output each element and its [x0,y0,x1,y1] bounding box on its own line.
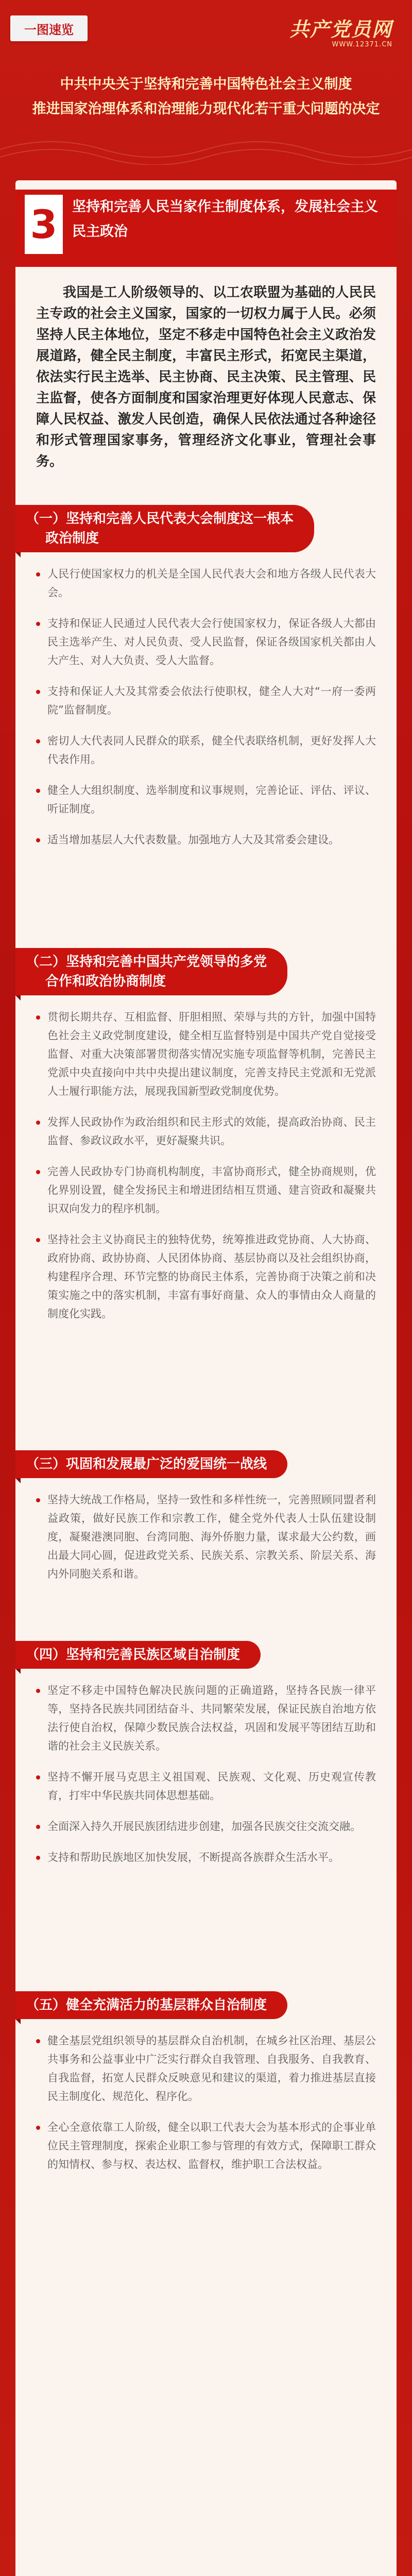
list-item: 发挥人民政协作为政治组织和民主形式的效能，提高政治协商、民主监督、参政议政水平，更好凝聚共识。 [36,1113,376,1150]
subsection-3-list [15,1478,397,1583]
subsection-2-title [15,948,287,995]
list-item: 全面深入持久开展民族团结进步创建，加强各民族交往交流交融。 [36,1817,376,1836]
overview-tag: 一图速览 [10,15,88,41]
list-item: 贯彻长期共存、互相监督、肝胆相照、荣辱与共的方针，加强中国特色社会主义政党制度建设，健全相互监督特别是中国共产党自觉接受监督、对重大决策部署贯彻落实情况实施专项监督等机制，完善民主党派中央直接向中共中央提出建议制度，完善支持民主党派和无党派人士履行职能方法，展现我国新型政党制度优势。 [36,1008,376,1100]
list-item: 支持和保证人大及其常委会依法行使职权，健全人大对“一府一委两院”监督制度。 [36,682,376,719]
list-item: 坚定不移走中国特色解决民族问题的正确道路，坚持各民族一律平等，坚持各民族共同团结奋斗、共同繁荣发展，保证民族自治地方依法行使自治权，保障少数民族合法权益，巩固和发展平等团结互助和谐的社会主义民族关系。 [36,1681,376,1755]
list-item: 适当增加基层人大代表数量。加强地方人大及其常委会建设。 [36,831,376,849]
document-title-line-2: 推进国家治理体系和治理能力现代化若干重大问题的决定 [32,101,380,117]
subsection-1-list [15,552,397,849]
site-logo-url: WWW.12371.CN [332,41,392,48]
subsection-4 [15,1641,397,1879]
ornament-pattern [0,134,412,165]
subsection-2-list [15,995,397,1323]
subsection-5-title: （五）健全充满活力的基层群众自治制度 [15,1991,287,2019]
document-title-line-1: 中共中央关于坚持和完善中国特色社会主义制度 [60,76,352,92]
list-item: 坚持大统战工作格局，坚持一致性和多样性统一，完善照顾同盟者利益政策，做好民族工作和宗教工作，健全党外代表人士队伍建设制度，凝聚港澳同胞、台湾同胞、海外侨胞力量，谋求最大公约数，画出最大同心圆，促进政党关系、民族关系、宗教关系、阶层关系、海内外同胞关系和谐。 [36,1490,376,1583]
subsection-2-title-line-1: （二）坚持和完善中国共产党领导的多党 [26,954,267,970]
section-number: 3 [25,195,63,254]
site-logo-text: 共产党员网 [289,18,392,41]
subsection-4-title: （四）坚持和完善民族区域自治制度 [15,1641,261,1669]
subsection-4-list [15,1669,397,1867]
list-item: 健全基层党组织领导的基层群众自治机制，在城乡社区治理、基层公共事务和公益事业中广泛实行群众自我管理、自我服务、自我教育、自我监督，拓宽人民群众反映意见和建议的渠道，着力推进基层直接民主制度化、规范化、程序化。 [36,2031,376,2106]
list-item: 支持和帮助民族地区加快发展，不断提高各族群众生活水平。 [36,1848,376,1867]
list-item: 完善人民政协专门协商机构制度，丰富协商形式，健全协商规则，优化界别设置，健全发扬民主和增进团结相互贯通、建言资政和凝聚共识双向发力的程序机制。 [36,1162,376,1218]
section-title: 坚持和完善人民当家作主制度体系，发展社会主义民主政治 [72,199,378,240]
list-item: 健全人大组织制度、选举制度和议事规则，完善论证、评估、评议、听证制度。 [36,781,376,818]
list-item: 全心全意依靠工人阶级，健全以职工代表大会为基本形式的企事业单位民主管理制度，探索企业职工参与管理的有效方式，保障职工群众的知情权、参与权、表达权、监督权，维护职工合法权益。 [36,2118,376,2174]
subsection-1-title [15,505,314,552]
subsection-2-title-line-2: 合作和政治协商制度 [45,974,166,989]
site-logo[interactable] [289,13,392,48]
section-header [15,190,397,267]
subsection-3 [15,1450,397,1596]
subsection-1-title-line-1: （一）坚持和完善人民代表大会制度这一根本 [26,511,294,527]
subsection-1-title-line-2: 政治制度 [45,531,99,546]
subsection-3-title: （三）巩固和发展最广泛的爱国统一战线 [15,1450,287,1478]
list-item: 密切人大代表同人民群众的联系，健全代表联络机制，更好发挥人大代表作用。 [36,732,376,769]
subsection-5 [15,1991,397,2186]
header [0,0,412,170]
list-item: 坚持社会主义协商民主的独特优势，统筹推进政党协商、人大协商、政府协商、政协协商、人民团体协商、基层协商以及社会组织协商，构建程序合理、环节完整的协商民主体系，完善协商于决策之前和决策实施之中的落实机制，丰富有事好商量、众人的事情由众人商量的制度化实践。 [36,1230,376,1323]
document-title [0,72,412,122]
list-item: 坚持不懈开展马克思主义祖国观、民族观、文化观、历史观宣传教育，打牢中华民族共同体思想基础。 [36,1768,376,1805]
list-item: 人民行使国家权力的机关是全国人民代表大会和地方各级人民代表大会。 [36,565,376,602]
subsection-2 [15,948,397,1335]
subsection-5-list [15,2019,397,2174]
subsection-1 [15,505,397,861]
section-intro: 我国是工人阶级领导的、以工农联盟为基础的人民民主专政的社会主义国家，国家的一切权力属于人民。必须坚持人民主体地位，坚定不移走中国特色社会主义政治发展道路，健全民主制度，丰富民主形式，拓宽民主渠道，依法实行民主选举、民主协商、民主决策、民主管理、民主监督，使各方面制度和国家治理更好体现人民意志、保障人民权益、激发人民创造，确保人民依法通过各种途径和形式管理国家事务，管理经济文化事业，管理社会事务。 [36,285,376,469]
list-item: 支持和保证人民通过人民代表大会行使国家权力，保证各级人大都由民主选举产生、对人民负责、受人民监督，保证各级国家机关都由人大产生、对人大负责、受人大监督。 [36,614,376,670]
content-panel [15,180,397,2576]
